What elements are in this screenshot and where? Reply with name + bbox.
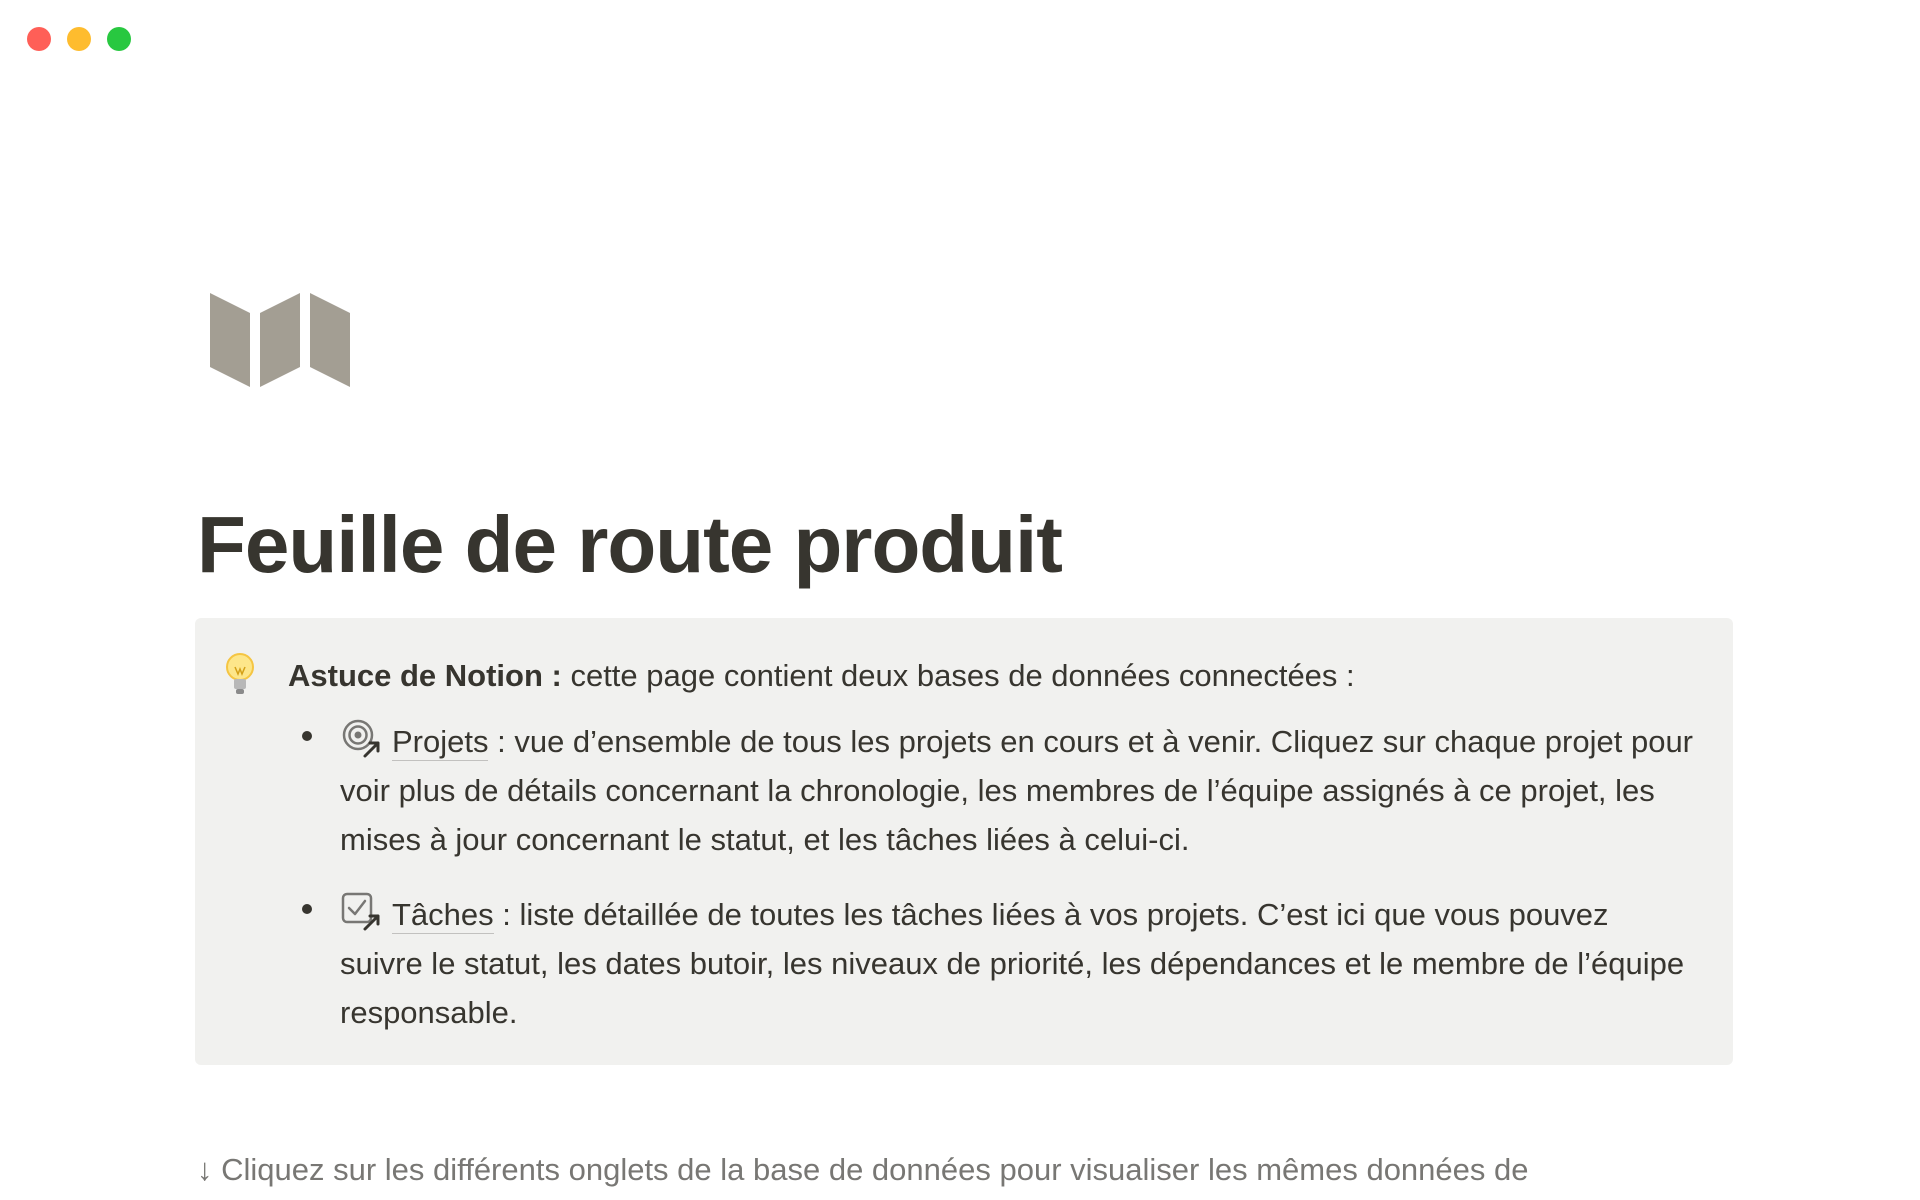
- page-title[interactable]: Feuille de route produit: [197, 500, 1062, 589]
- tasks-page-link[interactable]: [340, 883, 494, 934]
- projects-link-label[interactable]: Projets: [392, 724, 489, 759]
- checkbox-link-icon: [340, 891, 382, 933]
- list-item-projects: [288, 710, 1698, 864]
- tasks-description: : liste détaillée de toutes les tâches liées à vos projets. C’est ici que vous pouvez suivre le statut, les dates butoir, les niveaux de priorité, les dépendances et le membre de l’équipe responsable.: [340, 897, 1685, 1030]
- projects-page-link[interactable]: [340, 710, 488, 761]
- list-item-tasks: [288, 883, 1698, 1037]
- target-link-icon: [340, 718, 382, 760]
- lightbulb-icon[interactable]: [225, 652, 255, 696]
- callout-heading: [288, 656, 1355, 696]
- close-window-button[interactable]: [27, 27, 51, 51]
- projects-description: : vue d’ensemble de tous les projets en cours et à venir. Cliquez sur chaque projet pour voir plus de détails concernant la chronologie, les membres de l’équipe assignés à ce projet, les mises à jour concernant le statut, et les tâches liées à celui-ci.: [340, 724, 1694, 857]
- bullet-dot: [302, 731, 312, 741]
- window-controls: [27, 27, 131, 51]
- notion-tip-callout: [195, 618, 1733, 1065]
- minimize-window-button[interactable]: [67, 27, 91, 51]
- tasks-link-label[interactable]: Tâches: [392, 897, 494, 932]
- callout-heading-text: cette page contient deux bases de données connectées :: [561, 658, 1355, 693]
- map-icon[interactable]: [208, 285, 350, 389]
- zoom-window-button[interactable]: [107, 27, 131, 51]
- database-tabs-hint: ↓ Cliquez sur les différents onglets de la base de données pour visualiser les mêmes données de: [197, 1152, 1529, 1187]
- bullet-dot: [302, 904, 312, 914]
- database-list: [288, 710, 1698, 1056]
- callout-heading-bold: Astuce de Notion :: [288, 658, 562, 693]
